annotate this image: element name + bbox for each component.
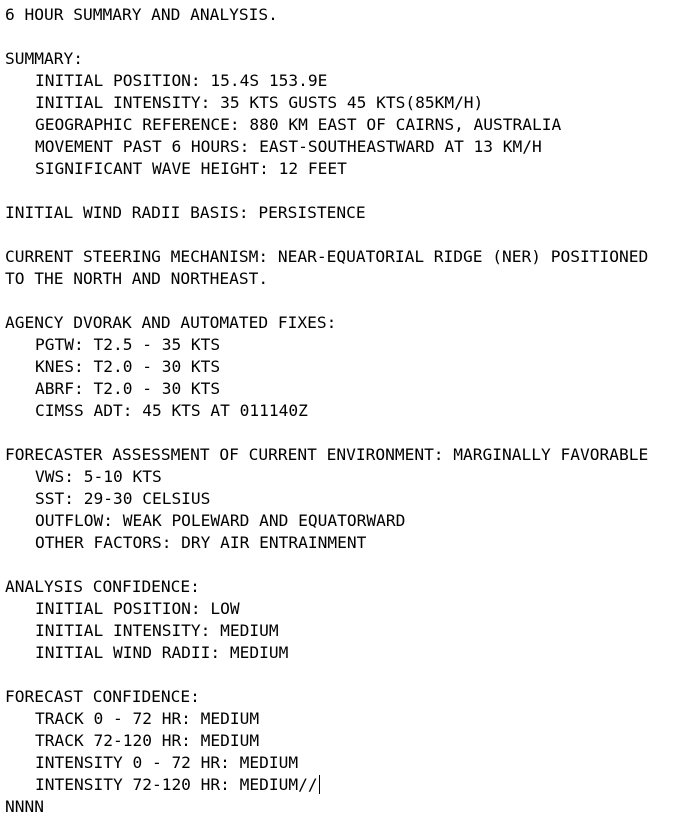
blank-line: [5, 26, 681, 48]
bulletin-text[interactable]: [5, 4, 681, 818]
forecast-confidence-intensity-72-120: INTENSITY 72-120 HR: MEDIUM//: [35, 775, 318, 794]
environment-outflow: OUTFLOW: WEAK POLEWARD AND EQUATORWARD: [35, 511, 406, 530]
environment-other-factors: OTHER FACTORS: DRY AIR ENTRAINMENT: [35, 533, 367, 552]
analysis-confidence-wind-radii: INITIAL WIND RADII: MEDIUM: [35, 643, 289, 662]
blank-line: [5, 664, 681, 686]
analysis-confidence-heading: ANALYSIS CONFIDENCE:: [5, 577, 200, 596]
summary-geographic-reference: GEOGRAPHIC REFERENCE: 880 KM EAST OF CAIRNS, AUSTRALIA: [35, 115, 562, 134]
analysis-confidence-intensity: INITIAL INTENSITY: MEDIUM: [35, 621, 279, 640]
fix-knes: KNES: T2.0 - 30 KTS: [35, 357, 221, 376]
fix-cimss-adt: CIMSS ADT: 45 KTS AT 011140Z: [35, 401, 308, 420]
summary-wave-height: SIGNIFICANT WAVE HEIGHT: 12 FEET: [35, 159, 347, 178]
fix-abrf: ABRF: T2.0 - 30 KTS: [35, 379, 221, 398]
environment-heading: FORECASTER ASSESSMENT OF CURRENT ENVIRONMENT: MARGINALLY FAVORABLE: [5, 445, 649, 464]
end-marker: NNNN: [5, 797, 44, 816]
steering-mechanism-line-1: CURRENT STEERING MECHANISM: NEAR-EQUATORIAL RIDGE (NER) POSITIONED: [5, 247, 649, 266]
summary-initial-intensity: INITIAL INTENSITY: 35 KTS GUSTS 45 KTS(85KM/H): [35, 93, 484, 112]
forecast-confidence-intensity-72-120-line: [5, 774, 681, 796]
bulletin-title: 6 HOUR SUMMARY AND ANALYSIS.: [5, 5, 278, 24]
fix-pgtw: PGTW: T2.5 - 35 KTS: [35, 335, 221, 354]
blank-line: [5, 180, 681, 202]
forecast-confidence-heading: FORECAST CONFIDENCE:: [5, 687, 200, 706]
wind-radii-basis: INITIAL WIND RADII BASIS: PERSISTENCE: [5, 203, 366, 222]
forecast-confidence-intensity-0-72: INTENSITY 0 - 72 HR: MEDIUM: [35, 753, 299, 772]
steering-mechanism-line-2: TO THE NORTH AND NORTHEAST.: [5, 269, 269, 288]
text-cursor: [319, 775, 320, 794]
forecast-confidence-track-72-120: TRACK 72-120 HR: MEDIUM: [35, 731, 260, 750]
environment-vws: VWS: 5-10 KTS: [35, 467, 162, 486]
blank-line: [5, 224, 681, 246]
blank-line: [5, 554, 681, 576]
blank-line: [5, 290, 681, 312]
blank-line: [5, 422, 681, 444]
environment-sst: SST: 29-30 CELSIUS: [35, 489, 211, 508]
analysis-confidence-position: INITIAL POSITION: LOW: [35, 599, 240, 618]
fixes-heading: AGENCY DVORAK AND AUTOMATED FIXES:: [5, 313, 337, 332]
summary-movement: MOVEMENT PAST 6 HOURS: EAST-SOUTHEASTWARD AT 13 KM/H: [35, 137, 542, 156]
summary-initial-position: INITIAL POSITION: 15.4S 153.9E: [35, 71, 328, 90]
summary-heading: SUMMARY:: [5, 49, 83, 68]
forecast-confidence-track-0-72: TRACK 0 - 72 HR: MEDIUM: [35, 709, 260, 728]
